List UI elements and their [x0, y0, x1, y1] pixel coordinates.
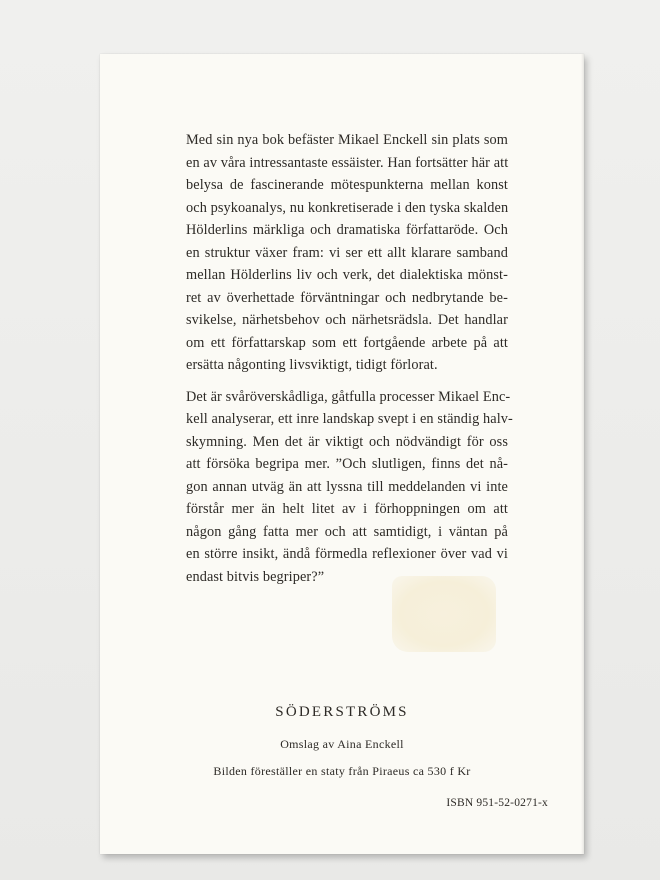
image-credit: Bilden föreställer en staty från Piraeus ca 530 f Kr [213, 764, 471, 778]
blurb-paragraph-1 [186, 129, 508, 377]
text-line: om ett författarskap som ett fortgående arbete på att [186, 334, 508, 351]
text-line: ret av överhettade förväntningar och nedbrytande be- [186, 289, 508, 306]
text-line: endast bitvis begriper?” [186, 568, 325, 585]
text-line: kell analyserar, ett inre landskap svept i en ständig halv- [186, 411, 513, 427]
text-line: Hölderlins märkliga och dramatiska författaröde. Och [186, 222, 508, 238]
text-line: och psykoanalys, nu konkretiserade i den tyska skalden [186, 199, 509, 216]
text-line: skymning. Men det är viktigt och nödvändigt för oss [186, 433, 508, 450]
text-line: Med sin nya bok befäster Mikael Enckell sin plats som [186, 132, 508, 148]
text-line: Det är svåröverskådliga, gåtfulla processer Mikael Enc- [186, 388, 511, 405]
text-line: att försöka begripa mer. ”Och slutligen, finns det nå- [186, 456, 508, 472]
text-line: belysa de fascinerande mötespunkterna mellan konst [186, 177, 508, 193]
text-line: en större insikt, ändå förmedla reflexioner över vad vi [186, 546, 508, 562]
text-line: förstår mer än helt litet av i förhoppningen om att [186, 501, 508, 517]
isbn-number: ISBN 951-52-0271-x [446, 797, 548, 809]
text-line: en av våra intressantaste essäister. Han fortsätter här att [186, 154, 509, 171]
text-line: en struktur växer fram: vi ser ett allt klarare samband [186, 244, 508, 261]
text-line: gon annan utväg än att lyssna till meddelanden vi inte [186, 478, 508, 495]
blurb-text [186, 129, 513, 588]
text-line: mellan Hölderlins liv och verk, det dialektiska mönst- [186, 267, 508, 283]
publisher-name: SÖDERSTRÖMS [275, 704, 409, 720]
book-back-cover [100, 54, 584, 854]
text-line: ersätta någonting livsviktigt, tidigt förlorat. [186, 357, 438, 373]
blurb-paragraph-2 [186, 386, 513, 589]
text-line: svikelse, närhetsbehov och närhetsrädsla. Det handlar [186, 312, 508, 328]
cover-credit: Omslag av Aina Enckell [280, 737, 404, 751]
text-line: någon gång fatta mer och att samtidigt, i väntan på [186, 523, 508, 540]
